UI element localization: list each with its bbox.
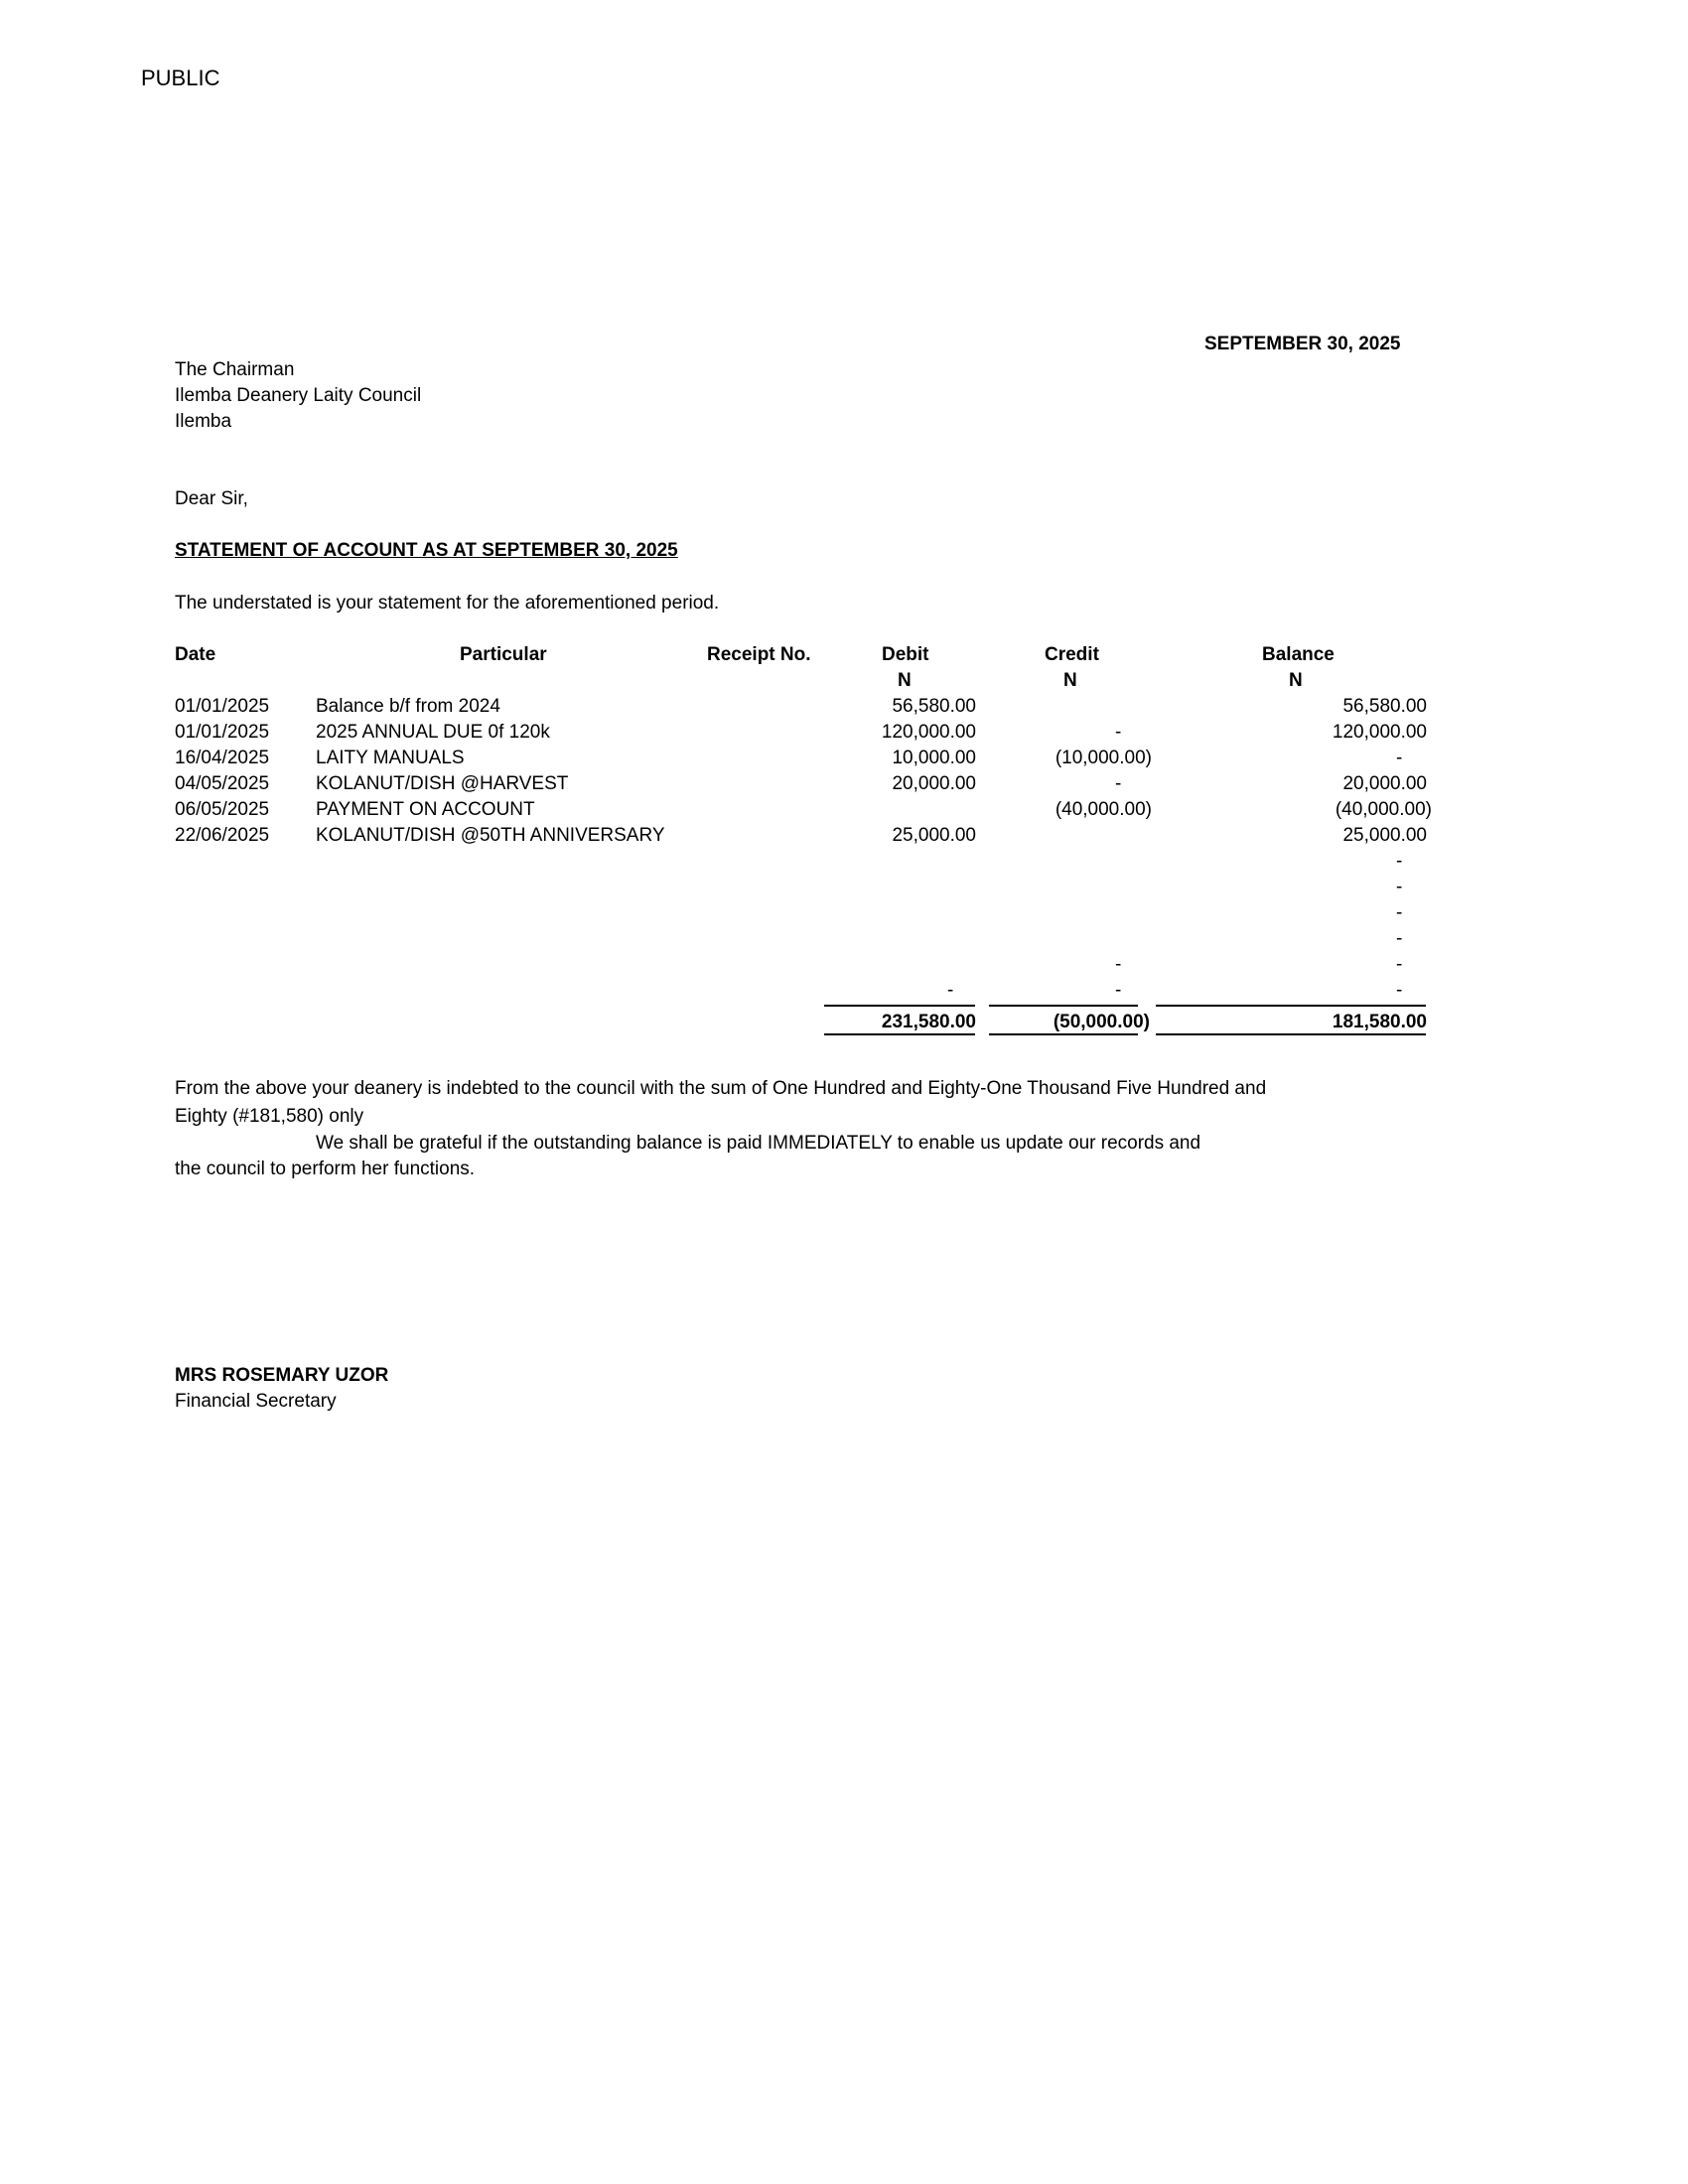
column-header-credit: Credit	[1045, 644, 1099, 665]
row-date: 04/05/2025	[175, 773, 270, 794]
row-date: 01/01/2025	[175, 696, 270, 717]
recipient-title: The Chairman	[175, 359, 295, 380]
classification-label: PUBLIC	[141, 66, 220, 90]
recipient-organization: Ilemba Deanery Laity Council	[175, 385, 422, 406]
column-header-receipt: Receipt No.	[707, 644, 811, 665]
subject-heading: STATEMENT OF ACCOUNT AS AT SEPTEMBER 30, 2025	[175, 540, 678, 561]
row-balance: -	[1396, 902, 1403, 923]
row-credit: (40,000.00)	[1055, 799, 1152, 820]
row-balance: -	[1396, 748, 1403, 768]
column-header-particular: Particular	[460, 644, 547, 665]
row-balance: 25,000.00	[1342, 825, 1427, 846]
row-date: 01/01/2025	[175, 722, 270, 743]
letter-date: SEPTEMBER 30, 2025	[1204, 334, 1401, 354]
debit-total-bottom-rule	[824, 1033, 975, 1035]
row-credit: (10,000.00)	[1055, 748, 1152, 768]
column-header-date: Date	[175, 644, 216, 665]
currency-credit: N	[1063, 670, 1077, 691]
credit-total-top-rule	[989, 1005, 1138, 1007]
row-balance: (40,000.00)	[1335, 799, 1432, 820]
row-debit: -	[947, 980, 954, 1001]
row-balance: -	[1396, 851, 1403, 872]
body-paragraph-line: Eighty (#181,580) only	[175, 1106, 364, 1127]
currency-balance: N	[1289, 670, 1303, 691]
signatory-title: Financial Secretary	[175, 1391, 337, 1412]
row-balance: -	[1396, 954, 1403, 975]
row-debit: 20,000.00	[892, 773, 976, 794]
signatory-name: MRS ROSEMARY UZOR	[175, 1365, 389, 1386]
row-particular: LAITY MANUALS	[316, 748, 465, 768]
row-credit: -	[1115, 954, 1122, 975]
body-paragraph-line: We shall be grateful if the outstanding balance is paid IMMEDIATELY to enable us update our records and	[316, 1133, 1201, 1154]
balance-total-bottom-rule	[1156, 1033, 1426, 1035]
row-date: 06/05/2025	[175, 799, 270, 820]
balance-total-top-rule	[1156, 1005, 1426, 1007]
row-credit: -	[1115, 980, 1122, 1001]
row-credit: -	[1115, 773, 1122, 794]
salutation: Dear Sir,	[175, 488, 248, 509]
body-paragraph-line: From the above your deanery is indebted to the council with the sum of One Hundred and Eighty-One Thousand Five Hundred and	[175, 1078, 1267, 1099]
row-particular: KOLANUT/DISH @50TH ANNIVERSARY	[316, 825, 665, 846]
row-particular: Balance b/f from 2024	[316, 696, 500, 717]
currency-debit: N	[898, 670, 912, 691]
row-particular: KOLANUT/DISH @HARVEST	[316, 773, 569, 794]
row-date: 22/06/2025	[175, 825, 270, 846]
row-balance: -	[1396, 877, 1403, 897]
body-paragraph-line: the council to perform her functions.	[175, 1159, 476, 1179]
row-particular: 2025 ANNUAL DUE 0f 120k	[316, 722, 550, 743]
row-particular: PAYMENT ON ACCOUNT	[316, 799, 535, 820]
row-credit: -	[1115, 722, 1122, 743]
credit-total-bottom-rule	[989, 1033, 1138, 1035]
column-header-debit: Debit	[882, 644, 929, 665]
row-debit: 56,580.00	[892, 696, 976, 717]
row-balance: 120,000.00	[1332, 722, 1427, 743]
debit-total-top-rule	[824, 1005, 975, 1007]
column-header-balance: Balance	[1262, 644, 1335, 665]
row-balance: 20,000.00	[1342, 773, 1427, 794]
row-balance: -	[1396, 980, 1403, 1001]
total-balance: 181,580.00	[1332, 1012, 1427, 1032]
row-debit: 25,000.00	[892, 825, 976, 846]
total-debit: 231,580.00	[881, 1012, 976, 1032]
row-debit: 120,000.00	[881, 722, 976, 743]
row-balance: 56,580.00	[1342, 696, 1427, 717]
row-debit: 10,000.00	[892, 748, 976, 768]
row-balance: -	[1396, 928, 1403, 949]
intro-text: The understated is your statement for the aforementioned period.	[175, 593, 720, 614]
recipient-location: Ilemba	[175, 411, 232, 432]
row-date: 16/04/2025	[175, 748, 270, 768]
total-credit: (50,000.00)	[1053, 1012, 1150, 1032]
